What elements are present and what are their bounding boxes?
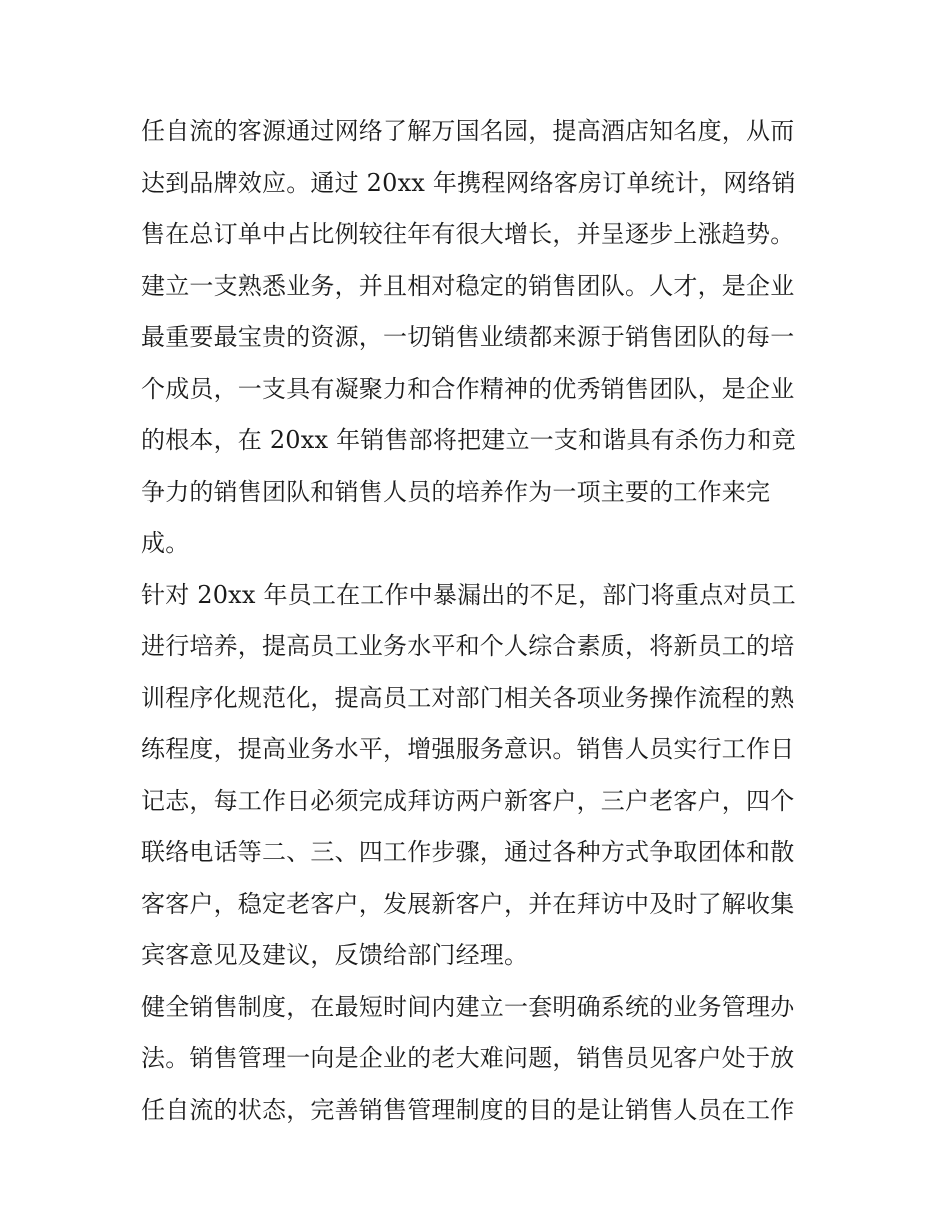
text-line: 针对 20xx 年员工在工作中暴漏出的不足，部门将重点对员工 <box>141 580 796 609</box>
text-line: 的根本，在 20xx 年销售部将把建立一支和谐具有杀伤力和竞 <box>141 426 796 454</box>
text-line: 达到品牌效应。通过 20xx 年携程网络客房订单统计，网络销 <box>141 168 796 197</box>
text-line: 记志，每工作日必须完成拜访两户新客户，三户老客户，四个 <box>141 786 795 815</box>
text-line: 最重要最宝贵的资源，一切销售业绩都来源于销售团队的每一 <box>141 323 795 351</box>
text-line: 法。销售管理一向是企业的老大难问题，销售员见客户处于放 <box>141 1044 795 1072</box>
text-line: 争力的销售团队和销售人员的培养作为一项主要的工作来完 <box>141 477 771 506</box>
text-line: 进行培养，提高员工业务水平和个人综合素质，将新员工的培 <box>141 632 795 660</box>
text-line: 健全销售制度，在最短时间内建立一套明确系统的业务管理办 <box>141 992 795 1021</box>
text-line: 练程度，提高业务水平，增强服务意识。销售人员实行工作日 <box>141 735 795 763</box>
text-line: 售在总订单中占比例较往年有很大增长，并呈逐步上涨趋势。 <box>141 220 795 248</box>
text-line: 客客户，稳定老客户，发展新客户，并在拜访中及时了解收集 <box>141 889 795 918</box>
document-body <box>141 106 821 1136</box>
text-line: 训程序化规范化，提高员工对部门相关各项业务操作流程的熟 <box>141 683 795 712</box>
text-line: 建立一支熟悉业务，并且相对稳定的销售团队。人才，是企业 <box>141 271 795 300</box>
text-line: 任自流的客源通过网络了解万国名园，提高酒店知名度，从而 <box>141 117 795 145</box>
text-line: 成。 <box>141 529 190 557</box>
text-line: 个成员，一支具有凝聚力和合作精神的优秀销售团队，是企业 <box>141 374 795 403</box>
text-line: 宾客意见及建议，反馈给部门经理。 <box>141 941 529 969</box>
text-line: 联络电话等二、三、四工作步骤，通过各种方式争取团体和散 <box>141 838 795 866</box>
text-line: 任自流的状态，完善销售管理制度的目的是让销售人员在工作 <box>141 1095 795 1124</box>
